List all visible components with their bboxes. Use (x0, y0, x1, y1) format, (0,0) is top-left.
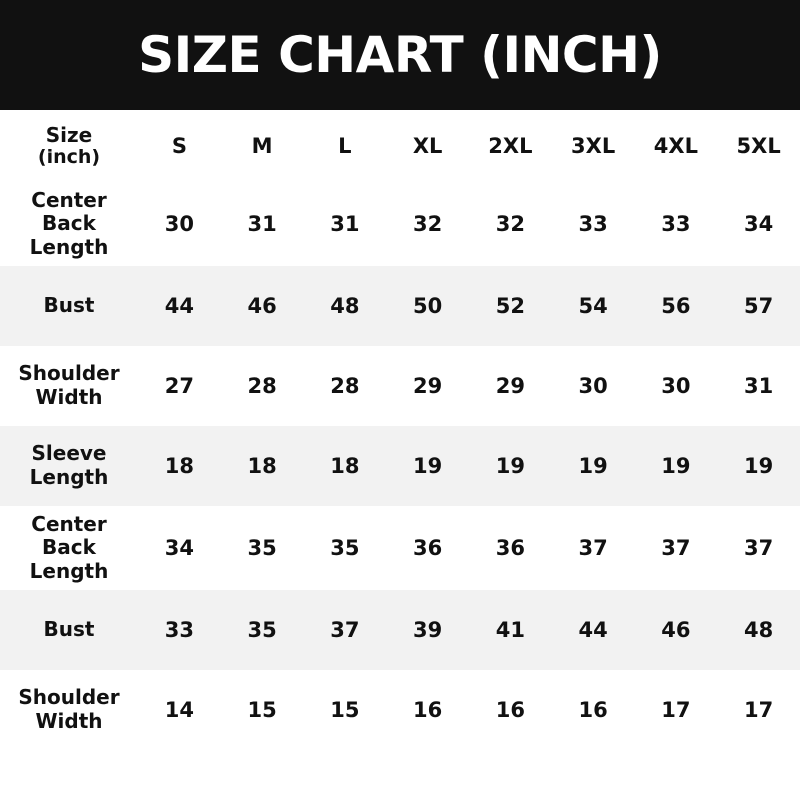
measurement-cell: 19 (386, 426, 469, 506)
row-label (0, 590, 138, 670)
measurement-cell: 37 (717, 506, 800, 590)
measurement-cell: 19 (469, 426, 552, 506)
measurement-cell: 18 (221, 426, 304, 506)
row-label-line: Length (29, 234, 109, 259)
title-bar (0, 0, 800, 110)
row-label-line: Center (31, 187, 107, 212)
measurement-cell: 56 (635, 266, 718, 346)
column-header-s: S (138, 110, 221, 182)
measurement-cell: 31 (304, 182, 387, 266)
table-row (0, 266, 800, 346)
measurement-cell: 41 (469, 590, 552, 670)
measurement-cell: 52 (469, 266, 552, 346)
measurement-cell: 34 (717, 182, 800, 266)
column-header-l: L (304, 110, 387, 182)
measurement-cell: 36 (386, 506, 469, 590)
header-corner-label-line1: Size (45, 122, 93, 147)
column-header-5xl: 5XL (717, 110, 800, 182)
measurement-cell: 48 (304, 266, 387, 346)
measurement-cell: 30 (552, 346, 635, 426)
row-label (0, 182, 138, 266)
row-label-line: Width (35, 385, 103, 409)
measurement-cell: 33 (635, 182, 718, 266)
row-label (0, 670, 138, 750)
row-label-line: Shoulder (18, 361, 120, 386)
measurement-cell: 30 (635, 346, 718, 426)
table-header-row (0, 110, 800, 182)
measurement-cell: 46 (221, 266, 304, 346)
measurement-cell: 19 (717, 426, 800, 506)
measurement-cell: 18 (138, 426, 221, 506)
measurement-cell: 28 (221, 346, 304, 426)
row-label-line: Back (42, 211, 96, 236)
measurement-cell: 35 (304, 506, 387, 590)
table-row (0, 506, 800, 590)
table-row (0, 182, 800, 266)
measurement-cell: 19 (635, 426, 718, 506)
row-label-line: Length (29, 465, 109, 489)
measurement-cell: 37 (635, 506, 718, 590)
measurement-cell: 36 (469, 506, 552, 590)
size-chart-table (0, 110, 800, 750)
measurement-cell: 29 (469, 346, 552, 426)
measurement-cell: 54 (552, 266, 635, 346)
column-header-4xl: 4XL (635, 110, 718, 182)
row-label (0, 346, 138, 426)
measurement-cell: 18 (304, 426, 387, 506)
measurement-cell: 32 (386, 182, 469, 266)
measurement-cell: 37 (304, 590, 387, 670)
column-header-xl: XL (386, 110, 469, 182)
measurement-cell: 39 (386, 590, 469, 670)
measurement-cell: 32 (469, 182, 552, 266)
row-label-line: Back (42, 535, 96, 560)
measurement-cell: 15 (221, 670, 304, 750)
measurement-cell: 35 (221, 506, 304, 590)
measurement-cell: 33 (138, 590, 221, 670)
column-header-2xl: 2XL (469, 110, 552, 182)
row-label (0, 426, 138, 506)
measurement-cell: 28 (304, 346, 387, 426)
page-title: SIZE CHART (INCH) (138, 26, 662, 84)
column-header-3xl: 3XL (552, 110, 635, 182)
measurement-cell: 48 (717, 590, 800, 670)
measurement-cell: 31 (717, 346, 800, 426)
measurement-cell: 31 (221, 182, 304, 266)
row-label-line: Length (29, 558, 109, 583)
measurement-cell: 34 (138, 506, 221, 590)
measurement-cell: 15 (304, 670, 387, 750)
measurement-cell: 16 (386, 670, 469, 750)
measurement-cell: 50 (386, 266, 469, 346)
measurement-cell: 16 (469, 670, 552, 750)
header-corner-label (0, 110, 138, 182)
measurement-cell: 30 (138, 182, 221, 266)
table-row (0, 590, 800, 670)
measurement-cell: 17 (717, 670, 800, 750)
header-corner-label-line2: (inch) (37, 145, 101, 168)
measurement-cell: 44 (138, 266, 221, 346)
row-label-line: Center (31, 511, 107, 536)
row-label-line: Sleeve (31, 441, 107, 466)
measurement-cell: 35 (221, 590, 304, 670)
measurement-cell: 29 (386, 346, 469, 426)
measurement-cell: 19 (552, 426, 635, 506)
measurement-cell: 57 (717, 266, 800, 346)
measurement-cell: 37 (552, 506, 635, 590)
measurement-cell: 46 (635, 590, 718, 670)
measurement-cell: 33 (552, 182, 635, 266)
row-label-line: Bust (43, 293, 95, 318)
row-label-line: Shoulder (18, 685, 120, 710)
table-row (0, 426, 800, 506)
table-row (0, 670, 800, 750)
column-header-m: M (221, 110, 304, 182)
measurement-cell: 44 (552, 590, 635, 670)
measurement-cell: 16 (552, 670, 635, 750)
row-label (0, 506, 138, 590)
row-label-line: Bust (43, 617, 95, 642)
measurement-cell: 17 (635, 670, 718, 750)
row-label (0, 266, 138, 346)
table-row (0, 346, 800, 426)
measurement-cell: 27 (138, 346, 221, 426)
row-label-line: Width (35, 709, 103, 733)
measurement-cell: 14 (138, 670, 221, 750)
